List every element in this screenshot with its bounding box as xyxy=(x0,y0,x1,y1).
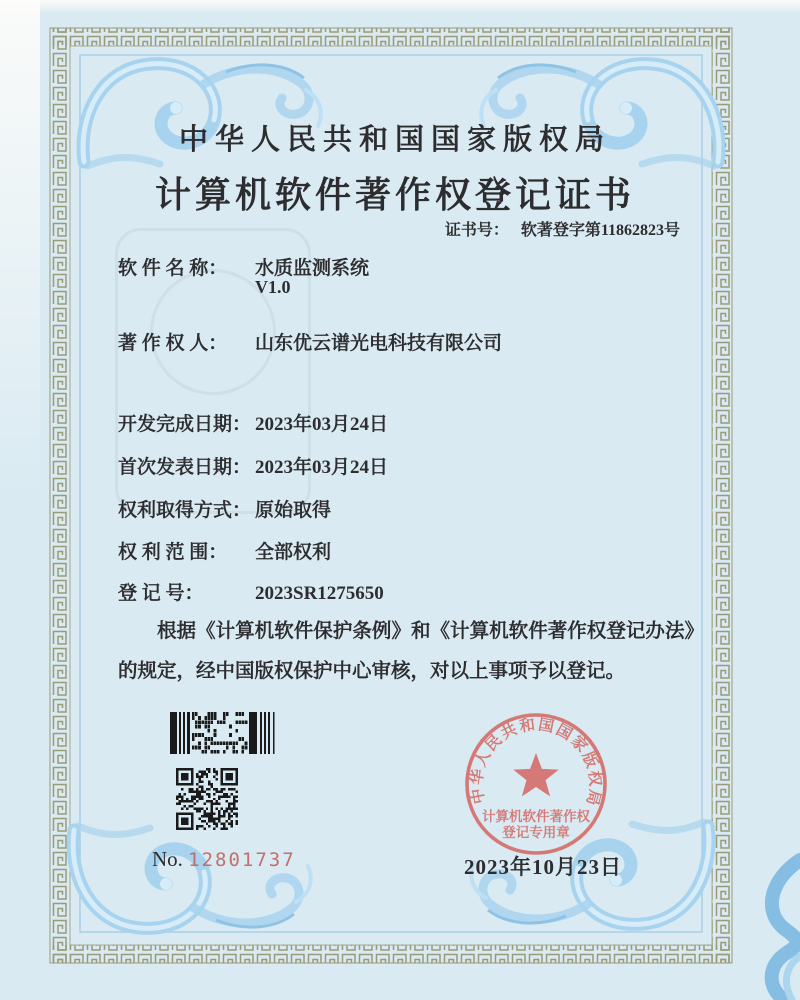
field-row-rights-scope xyxy=(118,537,331,564)
field-row-acquisition-method xyxy=(118,495,331,522)
registration-statement: 根据《计算机软件保护条例》和《计算机软件著作权登记办法》的规定，经中国版权保护中心审核，对以上事项予以登记。 xyxy=(118,621,704,682)
scan-edge-left xyxy=(0,0,40,560)
field-label: 登 记 号： xyxy=(118,583,204,604)
field-label: 开发完成日期： xyxy=(118,414,252,435)
field-label: 权 利 范 围： xyxy=(118,542,228,563)
seal-ring-text: 中华人民共和国国家版权局 xyxy=(468,716,604,809)
seal-text-line1: 计算机软件著作权 xyxy=(482,809,590,824)
field-row-completion-date xyxy=(118,409,388,436)
border-bottom xyxy=(50,945,732,963)
field-row-first-publication-date xyxy=(118,452,388,479)
field-value: 水质监测系统 xyxy=(255,258,370,279)
barcode xyxy=(170,712,282,754)
field-label: 权利取得方式： xyxy=(118,500,252,521)
serial-prefix: No. xyxy=(152,847,183,871)
field-label: 首次发表日期： xyxy=(118,457,252,478)
official-seal xyxy=(451,699,621,869)
software-version: V1.0 xyxy=(255,277,291,297)
seal-star xyxy=(513,753,559,796)
field-value: 原始取得 xyxy=(255,500,332,521)
field-value: 山东优云谱光电科技有限公司 xyxy=(255,333,503,354)
qr-code xyxy=(176,768,238,830)
scan-edge-top xyxy=(0,0,800,14)
field-value: 2023SR1275650 xyxy=(255,583,384,604)
seal-text-line2: 登记专用章 xyxy=(502,825,570,840)
serial-value: 12801737 xyxy=(188,849,296,871)
field-value: 2023年03月24日 xyxy=(255,457,389,478)
issue-date: 2023年10月23日 xyxy=(464,855,622,879)
field-value: 2023年03月24日 xyxy=(255,414,389,435)
field-label: 软 件 名 称： xyxy=(118,258,228,279)
border-top xyxy=(50,28,732,46)
field-label: 著 作 权 人： xyxy=(118,333,228,354)
field-row-registration-number xyxy=(118,578,384,605)
certificate-number xyxy=(445,217,680,240)
flourish-bottom-left xyxy=(73,826,311,928)
field-row-software-name xyxy=(118,253,369,280)
field-value: 全部权利 xyxy=(255,542,332,563)
field-row-copyright-owner xyxy=(118,328,502,355)
certificate-number-label: 证书号： xyxy=(444,222,509,239)
certificate-title: 计算机软件著作权登记证书 xyxy=(154,175,635,215)
issuing-authority: 中华人民共和国国家版权局 xyxy=(178,124,611,156)
edge-splash xyxy=(772,860,800,1000)
certificate-number-value: 软著登字第11862823号 xyxy=(520,222,680,239)
serial-number xyxy=(152,847,296,872)
